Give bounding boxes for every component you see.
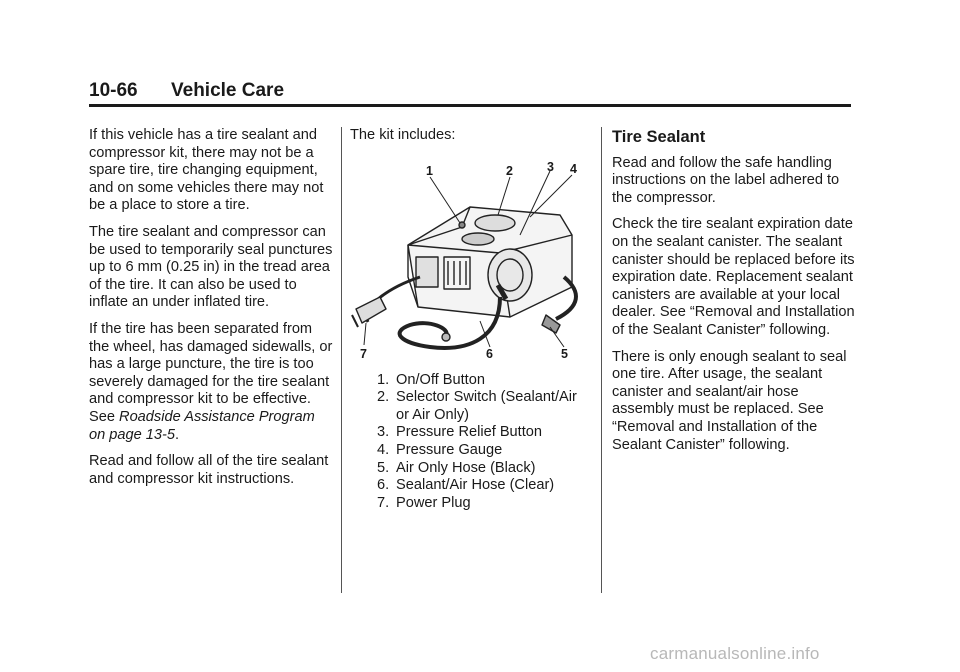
paragraph-kit-intro: If this vehicle has a tire sealant and compressor kit, there may not be a spare tire, tire changing equipment, and on some vehicles there may not be a place to store a tire. bbox=[89, 127, 324, 214]
paragraph-safe-handling: Read and follow the safe handling instructions on the label adhered to the compressor. bbox=[612, 154, 840, 206]
watermark: carmanualsonline.info bbox=[650, 644, 820, 663]
kit-includes-intro: The kit includes: bbox=[350, 127, 456, 143]
header-rule bbox=[89, 104, 851, 107]
list-item-label: Selector Switch (Sealant/Air or Air Only) bbox=[396, 389, 577, 423]
tire-sealant-heading: Tire Sealant bbox=[612, 128, 706, 146]
callout-4: 4 bbox=[570, 161, 577, 176]
list-item-number: 7. bbox=[377, 494, 390, 511]
compressor-kit-drawing bbox=[350, 157, 586, 362]
list-item-label: Pressure Relief Button bbox=[396, 424, 543, 441]
list-item-number: 5. bbox=[377, 459, 390, 476]
list-item bbox=[350, 424, 590, 442]
severe-damage-end: . bbox=[175, 426, 180, 443]
column-divider-2 bbox=[601, 127, 602, 593]
paragraph-temporary-seal: The tire sealant and compressor can be used to temporarily seal punctures up to 6 mm (0.25 in) in the tread area of the tire. It can also be used to inflate an under inflated tire. bbox=[89, 223, 333, 311]
callout-6: 6 bbox=[486, 346, 493, 361]
list-item-label: Sealant/Air Hose (Clear) bbox=[396, 477, 555, 494]
callout-1: 1 bbox=[426, 163, 433, 178]
paragraph-read-instructions: Read and follow all of the tire sealant and compressor kit instructions. bbox=[89, 453, 329, 487]
list-item bbox=[350, 389, 590, 424]
paragraph-expiration: Check the tire sealant expiration date on the sealant canister. The sealant canister should be replaced before its expiration date. Replacement sealant canisters are available at your local dealer. See “Removal and Installation of the Sealant Canister” following. bbox=[612, 216, 855, 338]
list-item bbox=[350, 477, 590, 495]
callout-3: 3 bbox=[547, 159, 554, 174]
list-item-number: 2. bbox=[377, 389, 390, 406]
column-2 bbox=[350, 127, 590, 512]
callout-2: 2 bbox=[506, 163, 513, 178]
list-item bbox=[350, 442, 590, 460]
list-item-label: Power Plug bbox=[396, 494, 471, 511]
page-header bbox=[89, 80, 851, 106]
kit-component-list bbox=[350, 372, 590, 513]
roadside-assistance-link[interactable]: Roadside Assistance Program on page 13-5 bbox=[89, 408, 315, 443]
callout-5: 5 bbox=[561, 346, 568, 361]
compressor-kit-illustration bbox=[350, 157, 586, 362]
list-item-number: 3. bbox=[377, 424, 390, 441]
severe-damage-text: If the tire has been separated from the wheel, has damaged sidewalls, or has a large puncture, the tire is too severely damaged for the tire sealant and compressor kit to be effective. See bbox=[89, 320, 333, 425]
list-item-label: Pressure Gauge bbox=[396, 441, 503, 458]
list-item-number: 1. bbox=[377, 371, 390, 388]
list-item-label: On/Off Button bbox=[396, 371, 485, 388]
callout-7: 7 bbox=[360, 346, 367, 361]
page-number: 10-66 bbox=[89, 80, 138, 101]
column-1 bbox=[89, 127, 334, 497]
list-item-number: 4. bbox=[377, 441, 390, 458]
list-item bbox=[350, 460, 590, 478]
list-item-label: Air Only Hose (Black) bbox=[396, 459, 536, 476]
paragraph-one-tire: There is only enough sealant to seal one tire. After usage, the sealant canister and sealant/air hose assembly must be replaced. See “Removal and Installation of the Sealant Canister” following. bbox=[612, 348, 847, 453]
paragraph-severe-damage bbox=[89, 321, 334, 444]
column-3 bbox=[612, 127, 862, 463]
column-divider-1 bbox=[341, 127, 342, 593]
list-item-number: 6. bbox=[377, 477, 390, 494]
list-item bbox=[350, 495, 590, 513]
list-item bbox=[350, 372, 590, 390]
section-title: Vehicle Care bbox=[171, 80, 285, 101]
